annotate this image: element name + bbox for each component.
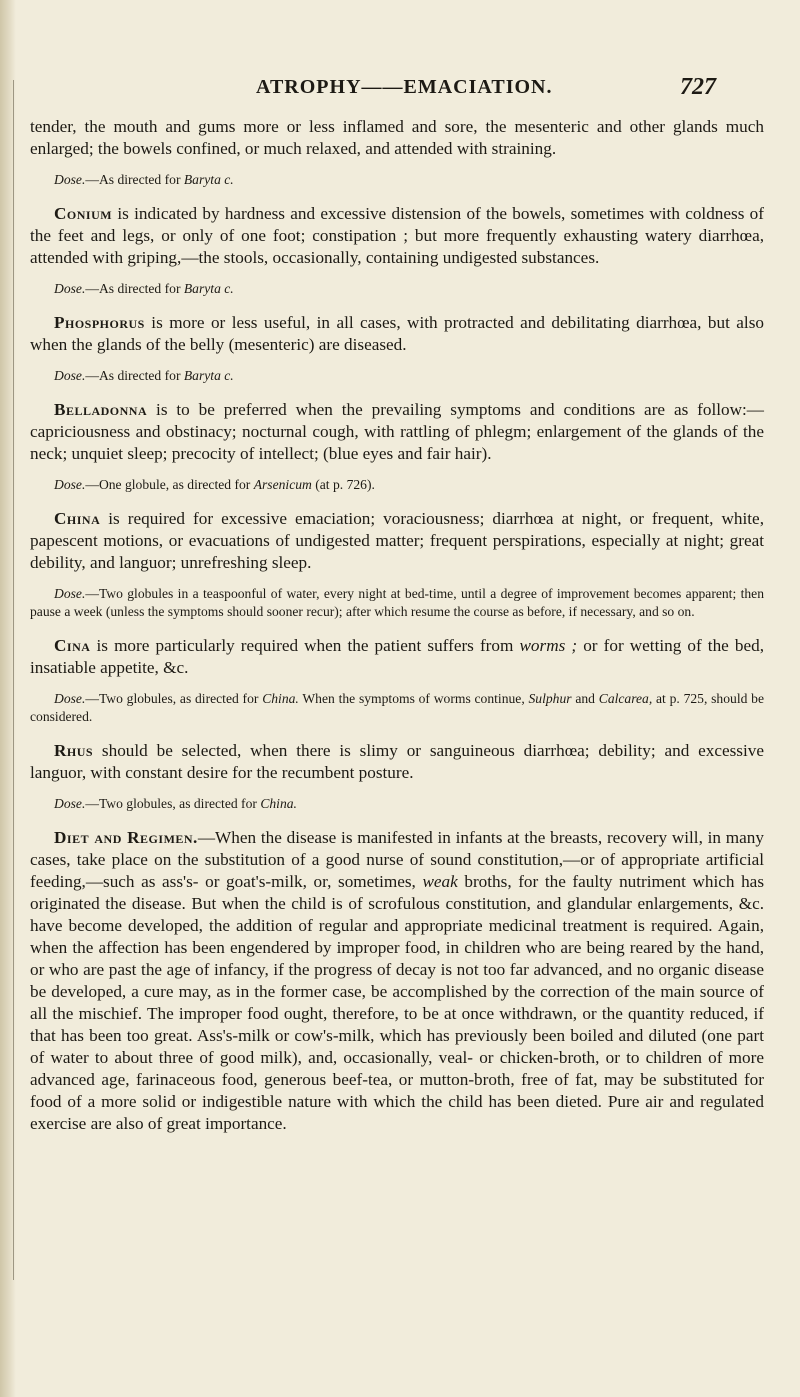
dose-note: Dose.—Two globules, as directed for China. (54, 796, 297, 811)
running-header (256, 74, 716, 104)
remedy-name: Rhus (54, 741, 94, 760)
paragraph-continuation: tender, the mouth and gums more or less inflamed and sore, the mesenteric and other glands much enlarged; the bowels confined, or much relaxed, and attended with straining. (30, 117, 764, 158)
paragraph-belladonna: Belladonna is to be preferred when the prevailing symptoms and conditions are as follow:—capriciousness and obstinacy; nocturnal cough, with rattling of phlegm; enlargement of the glands of the neck; unquiet sleep; precocity of intellect; (blue eyes and fair hair). (30, 400, 764, 463)
margin-rule (13, 80, 14, 1280)
paragraph-diet-regimen: Diet and Regimen.—When the disease is manifested in infants at the breasts, recovery will, in many cases, take place on the substitution of a good nurse of sound constitution,—or of appropriate artificial feeding,—such as ass's- or goat's-milk, or, sometimes, weak broths, for the faulty nutriment which has originated the disease. But when the child is of scrofulous constitution, and glandular enlargements, &c. have become developed, the addition of regular and appropriate medicinal treatment is required. Again, when the affection has been engendered by improper food, in children who are being reared by the hand, or who are past the age of infancy, if the progress of decay is not too far advanced, and no organic disease be developed, a cure may, as in the former case, be accomplished by the correction of the main source of all the mischief. The improper food ought, therefore, to be at once withdrawn, or the quantity reduced, if that has been too great. Ass's-milk or cow's-milk, which has previously been boiled and diluted (one part of water to about three of good milk), and, occasionally, veal- or chicken-broth, or to children of more advanced age, farinaceous food, generous beef-tea, or mutton-broth, free of fat, may be substituted for food of a more solid or indigestible nature with which the child has been dieted. Pure air and regulated exercise are also of great importance. (30, 828, 765, 1133)
remedy-name: Phosphorus (54, 313, 145, 332)
paragraph-cina: Cina is more particularly required when the patient suffers from worms ; or for wetting of the bed, insatiable appetite, &c. (30, 636, 765, 677)
remedy-name: Conium (54, 204, 113, 223)
paragraph-rhus: Rhus should be selected, when there is slimy or sanguineous diarrhœa; debility; and excessive languor, with constant desire for the recumbent posture. (30, 741, 764, 782)
paragraph-china: China is required for excessive emaciation; voraciousness; diarrhœa at night, or frequent, white, papescent motions, or evacuations of undigested matter; frequent perspirations, especially at night; great debility, and languor; unrefreshing sleep. (30, 509, 764, 572)
page-number: 727 (680, 74, 716, 100)
dose-note: Dose.—As directed for Baryta c. (54, 281, 234, 296)
paragraph-phosphorus: Phosphorus is more or less useful, in all cases, with protracted and debilitating diarrhœa, but also when the glands of the belly (mesenteric) are diseased. (30, 313, 764, 354)
page-body (30, 116, 764, 1135)
dose-note: Dose.—As directed for Baryta c. (54, 368, 234, 383)
dose-note: Dose.—Two globules, as directed for China. When the symptoms of worms continue, Sulphur and Calcarea, at p. 725, should be considered. (30, 691, 764, 724)
remedy-name: Belladonna (54, 400, 148, 419)
section-heading: Diet and Regimen. (54, 828, 198, 847)
running-head-title: ATROPHY——EMACIATION. (256, 76, 553, 98)
dose-note: Dose.—Two globules in a teaspoonful of water, every night at bed-time, until a degree of improvement becomes apparent; then pause a week (unless the symptoms should sooner recur); after which resume the course as before, if necessary, and so on. (30, 586, 764, 619)
dose-note: Dose.—As directed for Baryta c. (54, 172, 234, 187)
remedy-name: China (54, 509, 101, 528)
remedy-name: Cina (54, 636, 91, 655)
dose-note: Dose.—One globule, as directed for Arsenicum (at p. 726). (54, 477, 375, 492)
paragraph-conium: Conium is indicated by hardness and excessive distension of the bowels, sometimes with coldness of the feet and legs, or only of one foot; constipation ; but more frequently exhausting watery diarrhœa, attended with griping,—the stools, occasionally, containing undigested substances. (30, 204, 764, 267)
